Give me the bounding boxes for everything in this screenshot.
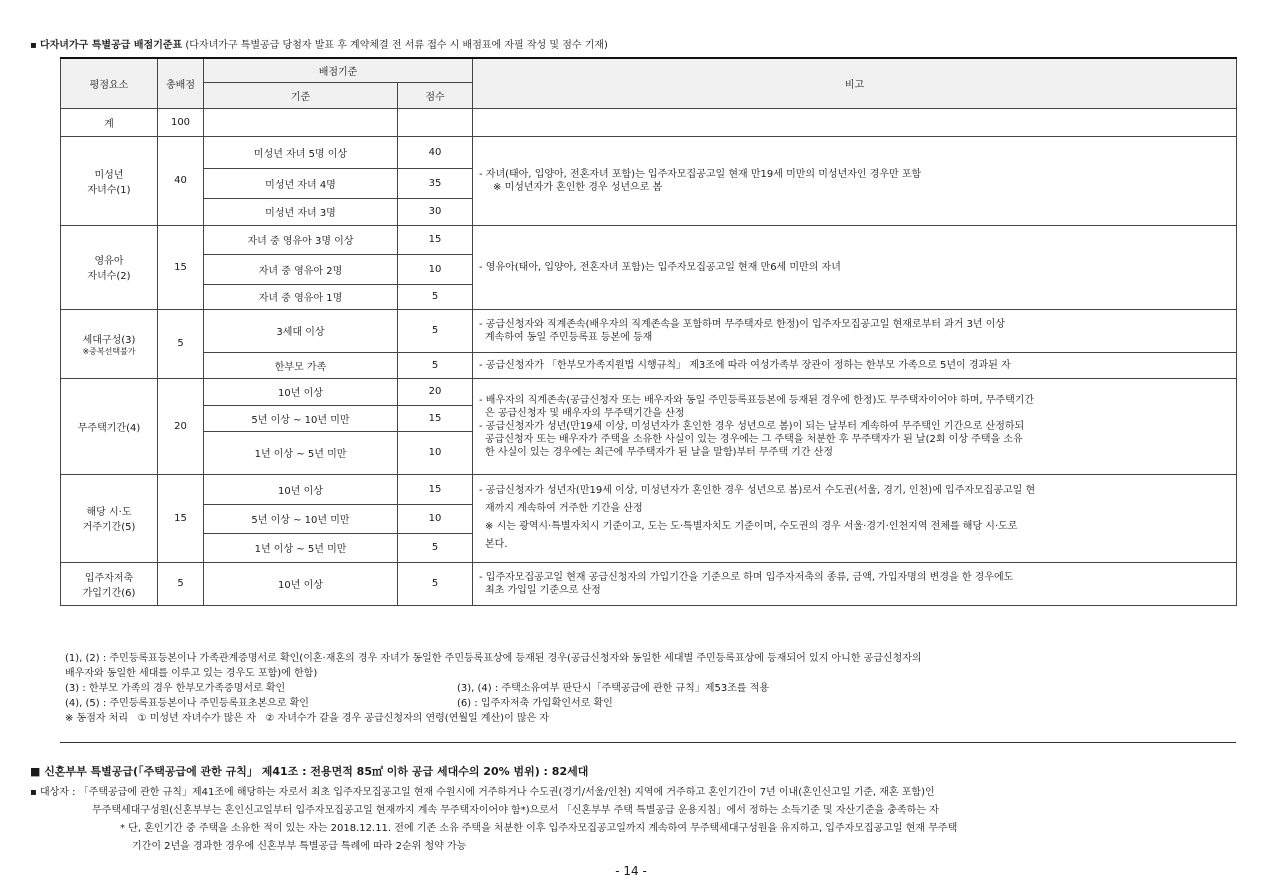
factor-subscription: 입주자저축 가입기간(6) xyxy=(61,562,158,605)
footnotes xyxy=(60,647,1236,743)
score-cell: 35 xyxy=(398,168,473,198)
criteria-cell: 미성년 자녀 3명 xyxy=(204,198,398,225)
remarks-no-home: - 배우자의 직계존속(공급신청자 또는 배우자와 동일 주민등록표등본에 등재된 경우에 한정)도 무주택자이어야 하며, 무주택기간 은 공급신청자 및 배우자의 무주택기간을 산정 - 공급신청자가 성년(만19세 이상, 미성년자가 혼인한 경우 성년으로 봄)이 되는 날부터 계속하여 무주택인 기간으로 산정하되 공급신청자 또는 배우자가 주택을 소유한 사실이 있는 경우에는 그 주택을 처분한 후 무주택자가 된 날(2회 이상 주택을 소유 한 사실이 있는 경우에는 최근에 무주택자가 된 날을 말함)부터 무주택 기간 산정 xyxy=(473,378,1237,474)
header-factor: 평점요소 xyxy=(61,58,158,108)
title-rest: (다자녀가구 특별공급 당첨자 발표 후 계약체결 전 서류 접수 시 배점표에 자필 작성 및 점수 기재) xyxy=(182,40,608,51)
score-cell: 15 xyxy=(398,474,473,504)
factor-household: 세대구성(3) ※중복선택불가 xyxy=(61,309,158,378)
score-cell: 15 xyxy=(398,225,473,254)
criteria-cell: 3세대 이상 xyxy=(204,309,398,352)
criteria-cell: 5년 이상 ~ 10년 미만 xyxy=(204,405,398,431)
criteria-cell: 한부모 가족 xyxy=(204,352,398,378)
total-value: 100 xyxy=(158,108,204,136)
total-household: 5 xyxy=(158,309,204,378)
table-row xyxy=(61,225,1237,254)
criteria-cell: 자녀 중 영유아 3명 이상 xyxy=(204,225,398,254)
criteria-cell: 10년 이상 xyxy=(204,562,398,605)
total-row xyxy=(61,108,1237,136)
table-row xyxy=(61,352,1237,378)
newlywed-line: 무주택세대구성원(신혼부부는 혼인신고일부터 입주자모집공고일 현재까지 계속 무주택자이어야 함*)으로서 「신혼부부 주택 특별공급 운용지침」에서 정하는 소득기준 및 자산기준을 충족하는 자 xyxy=(92,805,939,816)
score-cell: 10 xyxy=(398,504,473,533)
title-bold: 다자녀가구 특별공급 배점기준표 xyxy=(39,40,183,51)
header-remarks: 비고 xyxy=(473,58,1237,108)
criteria-cell: 자녀 중 영유아 2명 xyxy=(204,254,398,284)
table-row xyxy=(61,474,1237,504)
score-cell: 10 xyxy=(398,254,473,284)
criteria-cell: 미성년 자녀 5명 이상 xyxy=(204,136,398,168)
remarks-minor-children: - 자녀(태아, 입양아, 전혼자녀 포함)는 입주자모집공고일 현재 만19세 미만의 미성년자인 경우만 포함 ※ 미성년자가 혼인한 경우 성년으로 봄 xyxy=(473,136,1237,225)
table-row xyxy=(61,136,1237,168)
table-row xyxy=(61,378,1237,405)
remarks-infant-children: - 영유아(태아, 입양아, 전혼자녀 포함)는 입주자모집공고일 현재 만6세 미만의 자녀 xyxy=(473,225,1237,309)
criteria-cell: 자녀 중 영유아 1명 xyxy=(204,284,398,309)
total-no-home: 20 xyxy=(158,378,204,474)
header-criteria-group: 배점기준 xyxy=(204,58,473,82)
total-minor-children: 40 xyxy=(158,136,204,225)
score-cell: 15 xyxy=(398,405,473,431)
table-row xyxy=(61,309,1237,352)
criteria-cell: 10년 이상 xyxy=(204,474,398,504)
total-subscription: 5 xyxy=(158,562,204,605)
header-score: 점수 xyxy=(398,82,473,108)
table-title xyxy=(30,36,608,51)
footnote-line: (1), (2) : 주민등록표등본이나 가족관계증명서로 확인(이혼·재혼의 경우 자녀가 동일한 주민등록표상에 등재된 경우(공급신청자와 동일한 세대별 주민등록표상에 등재되어 있지 아니한 공급신청자의 xyxy=(65,653,922,664)
remarks-residence: - 공급신청자가 성년자(만19세 이상, 미성년자가 혼인한 경우 성년으로 봄)로서 수도권(서울, 경기, 인천)에 입주자모집공고일 현 재까지 계속하여 거주한 기간을 산정 ※ 시는 광역시·특별자치시 기준이고, 도는 도·특별자치도 기준이며, 수도권의 경우 서울·경기·인천지역 전체를 해당 시·도로 본다. xyxy=(473,474,1237,562)
factor-no-home: 무주택기간(4) xyxy=(61,378,158,474)
header-total: 총배점 xyxy=(158,58,204,108)
remarks-single-parent: - 공급신청자가 「한부모가족지원법 시행규칙」 제3조에 따라 여성가족부 장관이 정하는 한부모 가족으로 5년이 경과된 자 xyxy=(473,352,1237,378)
table-row xyxy=(61,562,1237,605)
criteria-cell: 미성년 자녀 4명 xyxy=(204,168,398,198)
score-cell: 10 xyxy=(398,431,473,474)
score-cell: 5 xyxy=(398,309,473,352)
total-residence: 15 xyxy=(158,474,204,562)
factor-infant-children: 영유아 자녀수(2) xyxy=(61,225,158,309)
newlywed-line: * 단, 혼인기간 중 주택을 소유한 적이 있는 자는 2018.12.11. 전에 기존 소유 주택을 처분한 이후 입주자모집공고일까지 계속하여 무주택세대구성원을 유지하고, 입주자모집공고일 현재 무주택 xyxy=(120,823,958,834)
total-infant-children: 15 xyxy=(158,225,204,309)
footnote-line: 배우자와 동일한 세대를 이루고 있는 경우도 포함)에 한함) xyxy=(65,668,318,679)
score-cell: 5 xyxy=(398,562,473,605)
criteria-cell: 1년 이상 ~ 5년 미만 xyxy=(204,533,398,562)
newlywed-line: ▪ 대상자 : 「주택공급에 관한 규칙」제41조에 해당하는 자로서 최초 입주자모집공고일 현재 수원시에 거주하거나 수도권(경기/서울/인천) 지역에 거주하고 혼인기간이 7년 이내(혼인신고일 기준, 재혼 포함)인 xyxy=(30,787,935,798)
factor-minor-children: 미성년 자녀수(1) xyxy=(61,136,158,225)
remarks-subscription: - 입주자모집공고일 현재 공급신청자의 가입기간을 기준으로 하며 입주자저축의 종류, 금액, 가입자명의 변경을 한 경우에도 최초 가입일 기준으로 산정 xyxy=(473,562,1237,605)
newlywed-section-title: ■ 신혼부부 특별공급(「주택공급에 관한 규칙」 제41조 : 전용면적 85㎡ 이하 공급 세대수의 20% 범위) : 82세대 xyxy=(30,765,589,778)
footnote-line: ※ 동점자 처리 ① 미성년 자녀수가 많은 자 ② 자녀수가 같을 경우 공급신청자의 연령(연월일 계산)이 많은 자 xyxy=(65,713,550,724)
footnote-line: (3) : 한부모 가족의 경우 한부모가족증명서로 확인 (3), (4) : 주택소유여부 판단시「주택공급에 관한 규칙」제53조를 적용 xyxy=(65,683,770,694)
scoring-table xyxy=(60,57,1237,606)
total-label: 계 xyxy=(61,108,158,136)
criteria-cell: 5년 이상 ~ 10년 미만 xyxy=(204,504,398,533)
header-row xyxy=(61,58,1237,82)
score-cell: 5 xyxy=(398,284,473,309)
score-cell: 20 xyxy=(398,378,473,405)
header-criteria: 기준 xyxy=(204,82,398,108)
score-cell: 30 xyxy=(398,198,473,225)
criteria-cell: 10년 이상 xyxy=(204,378,398,405)
newlywed-line: 기간이 2년을 경과한 경우에 신혼부부 특별공급 특례에 따라 2순위 청약 가능 xyxy=(132,841,467,852)
score-cell: 5 xyxy=(398,352,473,378)
remarks-three-generation: - 공급신청자와 직계존속(배우자의 직계존속을 포함하며 무주택자로 한정)이 입주자모집공고일 현재로부터 과거 3년 이상 계속하여 동일 주민등록표 등본에 등재 xyxy=(473,309,1237,352)
footnote-line: (4), (5) : 주민등록표등본이나 주민등록표초본으로 확인 (6) : 입주자저축 가입확인서로 확인 xyxy=(65,698,613,709)
score-cell: 40 xyxy=(398,136,473,168)
criteria-cell: 1년 이상 ~ 5년 미만 xyxy=(204,431,398,474)
score-cell: 5 xyxy=(398,533,473,562)
factor-residence: 해당 시·도 거주기간(5) xyxy=(61,474,158,562)
page-number: - 14 - xyxy=(615,864,647,878)
title-bullet: ▪ xyxy=(30,40,37,51)
